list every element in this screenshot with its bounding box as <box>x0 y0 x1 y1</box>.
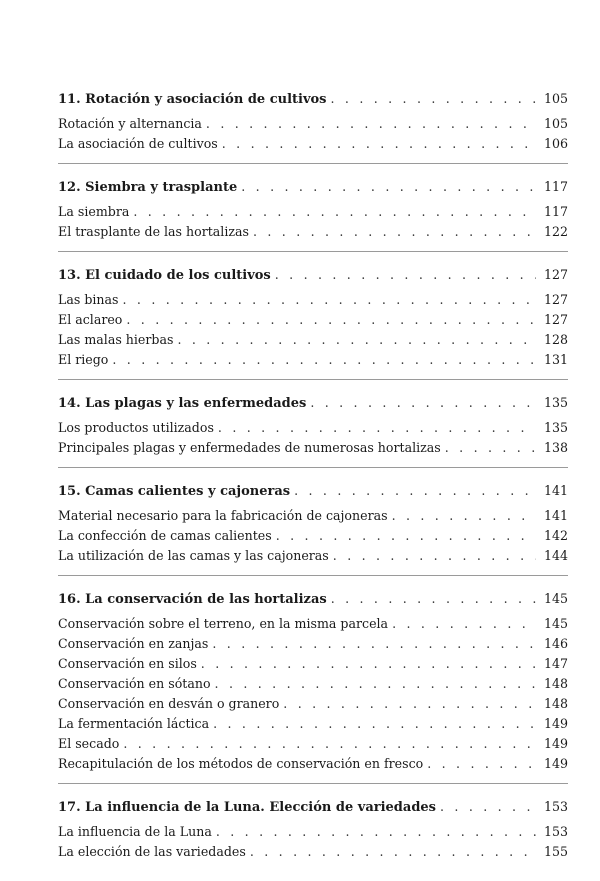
entry-page-number: 128 <box>543 332 568 347</box>
chapter-page-number: 117 <box>543 179 568 194</box>
leader-dots <box>206 114 536 134</box>
entry-title: La siembra <box>58 204 130 219</box>
leader-dots <box>201 654 536 674</box>
chapter-title: 14. Las plagas y las enfermedades <box>58 396 307 411</box>
entry-title: Conservación en silos <box>58 656 197 671</box>
leader-dots <box>276 526 536 546</box>
entry-page-number: 105 <box>543 116 568 131</box>
chapter-page-number: 135 <box>543 395 568 410</box>
leader-dots <box>331 586 536 612</box>
entry-page-number: 146 <box>543 636 568 651</box>
entry-page-number: 135 <box>543 420 568 435</box>
entry-page-number: 148 <box>543 696 568 711</box>
entry-page-number: 153 <box>543 824 568 839</box>
entry-title: El secado <box>58 736 120 751</box>
toc-entry[interactable] <box>58 418 568 438</box>
entry-title: Material necesario para la fabricación de cajoneras <box>58 508 388 523</box>
leader-dots <box>215 674 536 694</box>
leader-dots <box>392 506 536 526</box>
chapter-heading[interactable] <box>58 86 568 112</box>
leader-dots <box>112 350 536 370</box>
toc-entry[interactable] <box>58 438 568 458</box>
toc-entry[interactable] <box>58 290 568 310</box>
leader-dots <box>123 734 536 754</box>
chapter-heading[interactable] <box>58 174 568 200</box>
chapter-title: 11. Rotación y asociación de cultivos <box>58 92 327 107</box>
leader-dots <box>218 418 536 438</box>
toc-entry[interactable] <box>58 714 568 734</box>
table-of-contents <box>58 86 568 881</box>
toc-entry[interactable] <box>58 506 568 526</box>
toc-entry[interactable] <box>58 694 568 714</box>
entry-title: Principales plagas y enfermedades de numerosas hortalizas <box>58 440 441 455</box>
entry-page-number: 138 <box>543 440 568 455</box>
toc-entry[interactable] <box>58 222 568 242</box>
leader-dots <box>294 478 536 504</box>
chapter-page-number: 141 <box>543 483 568 498</box>
entry-title: El trasplante de las hortalizas <box>58 224 249 239</box>
entry-page-number: 131 <box>543 352 568 367</box>
entry-title: El aclareo <box>58 312 123 327</box>
entry-page-number: 141 <box>543 508 568 523</box>
chapter-heading[interactable] <box>58 586 568 612</box>
entry-title: Conservación sobre el terreno, en la misma parcela <box>58 616 389 631</box>
chapter-heading[interactable] <box>58 390 568 416</box>
entry-title: Conservación en sótano <box>58 676 211 691</box>
entry-page-number: 145 <box>543 616 568 631</box>
entry-title: Conservación en zanjas <box>58 636 209 651</box>
toc-entry[interactable] <box>58 822 568 842</box>
leader-dots <box>333 546 536 566</box>
entry-title: Rotación y alternancia <box>58 116 202 131</box>
toc-entry[interactable] <box>58 674 568 694</box>
entry-title: La elección de las variedades <box>58 844 246 859</box>
toc-entry[interactable] <box>58 134 568 154</box>
leader-dots <box>253 222 536 242</box>
toc-chapter <box>58 586 568 784</box>
leader-dots <box>177 330 536 350</box>
toc-entry[interactable] <box>58 754 568 774</box>
chapter-page-number: 153 <box>543 799 568 814</box>
chapter-heading[interactable] <box>58 262 568 288</box>
leader-dots <box>213 714 536 734</box>
chapter-heading[interactable] <box>58 794 568 820</box>
leader-dots <box>241 174 536 200</box>
toc-entry[interactable] <box>58 202 568 222</box>
toc-chapter <box>58 86 568 164</box>
leader-dots <box>250 842 536 862</box>
chapter-heading[interactable] <box>58 478 568 504</box>
leader-dots <box>126 310 536 330</box>
entry-title: La asociación de cultivos <box>58 136 218 151</box>
leader-dots <box>283 694 536 714</box>
toc-entry[interactable] <box>58 634 568 654</box>
leader-dots <box>222 134 536 154</box>
leader-dots <box>440 794 536 820</box>
entry-title: Conservación en desván o granero <box>58 696 280 711</box>
entry-title: Recapitulación de los métodos de conservación en fresco <box>58 756 424 771</box>
toc-chapter <box>58 262 568 380</box>
entry-page-number: 127 <box>543 312 568 327</box>
toc-chapter <box>58 174 568 252</box>
entry-title: La confección de camas calientes <box>58 528 272 543</box>
chapter-title: 13. El cuidado de los cultivos <box>58 268 271 283</box>
entry-page-number: 142 <box>543 528 568 543</box>
entry-page-number: 155 <box>543 844 568 859</box>
toc-entry[interactable] <box>58 842 568 862</box>
toc-entry[interactable] <box>58 526 568 546</box>
entry-title: El riego <box>58 352 109 367</box>
toc-chapter <box>58 794 568 871</box>
entry-page-number: 127 <box>543 292 568 307</box>
toc-entry[interactable] <box>58 734 568 754</box>
chapter-title: 12. Siembra y trasplante <box>58 180 238 195</box>
toc-entry[interactable] <box>58 310 568 330</box>
toc-chapter <box>58 478 568 576</box>
chapter-page-number: 145 <box>543 591 568 606</box>
toc-entry[interactable] <box>58 330 568 350</box>
entry-page-number: 117 <box>543 204 568 219</box>
entry-title: Las malas hierbas <box>58 332 174 347</box>
entry-page-number: 149 <box>543 716 568 731</box>
entry-page-number: 149 <box>543 736 568 751</box>
entry-title: Los productos utilizados <box>58 420 214 435</box>
entry-title: La fermentación láctica <box>58 716 210 731</box>
entry-title: La utilización de las camas y las cajoneras <box>58 548 329 563</box>
entry-page-number: 144 <box>543 548 568 563</box>
chapter-page-number: 127 <box>543 267 568 282</box>
toc-chapter <box>58 390 568 468</box>
chapter-title: 16. La conservación de las hortalizas <box>58 592 327 607</box>
entry-page-number: 148 <box>543 676 568 691</box>
chapter-title: 15. Camas calientes y cajoneras <box>58 484 291 499</box>
toc-entry[interactable] <box>58 350 568 370</box>
entry-page-number: 106 <box>543 136 568 151</box>
entry-page-number: 149 <box>543 756 568 771</box>
leader-dots <box>275 262 536 288</box>
leader-dots <box>133 202 536 222</box>
leader-dots <box>331 86 537 112</box>
leader-dots <box>445 438 536 458</box>
toc-entry[interactable] <box>58 546 568 566</box>
leader-dots <box>123 290 536 310</box>
chapter-title: 17. La influencia de la Luna. Elección de variedades <box>58 800 436 815</box>
toc-entry[interactable] <box>58 114 568 134</box>
toc-entry[interactable] <box>58 654 568 674</box>
leader-dots <box>427 754 536 774</box>
leader-dots <box>216 822 536 842</box>
leader-dots <box>392 614 536 634</box>
entry-page-number: 147 <box>543 656 568 671</box>
entry-title: La influencia de la Luna <box>58 824 212 839</box>
entry-page-number: 122 <box>543 224 568 239</box>
toc-entry[interactable] <box>58 614 568 634</box>
leader-dots <box>310 390 536 416</box>
entry-title: Las binas <box>58 292 119 307</box>
leader-dots <box>212 634 536 654</box>
chapter-page-number: 105 <box>543 91 568 106</box>
